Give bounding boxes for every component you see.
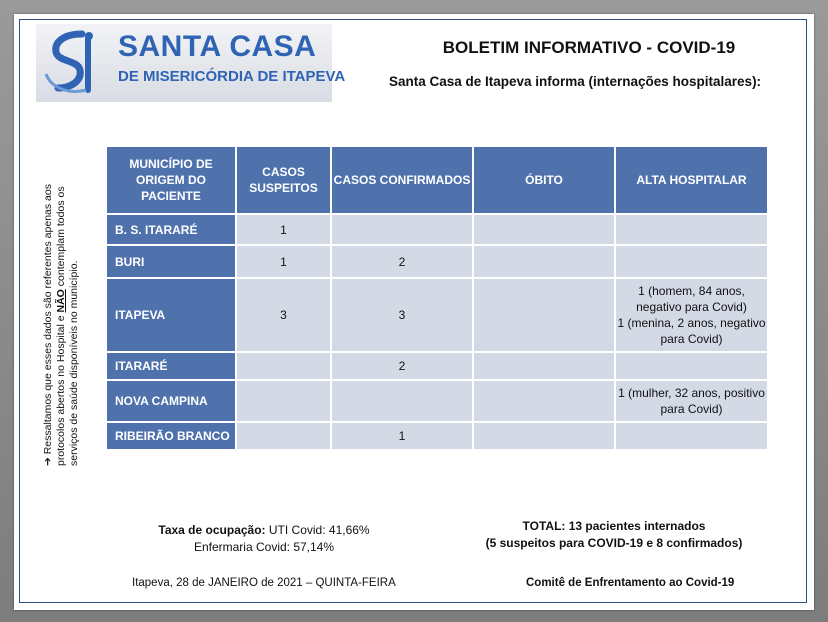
confirmados-cell: 2 [331, 245, 473, 278]
confirmados-cell [331, 214, 473, 245]
col-header-alta: ALTA HOSPITALAR [615, 146, 768, 214]
obito-cell [473, 278, 615, 352]
alta-cell [615, 245, 768, 278]
alta-cell [615, 352, 768, 380]
confirmados-cell: 2 [331, 352, 473, 380]
hospitalization-table [105, 145, 769, 451]
col-header-confirmados: CASOS CONFIRMADOS [331, 146, 473, 214]
suspeitos-cell [236, 422, 331, 450]
committee-signature: Comitê de Enfrentamento ao Covid-19 [526, 577, 735, 589]
total-breakdown: (5 suspeitos para COVID-19 e 8 confirmados) [485, 536, 743, 550]
hospital-logo [36, 24, 346, 102]
total-line: TOTAL: 13 pacientes internados [522, 519, 706, 533]
alta-cell: 1 (mulher, 32 anos, positivo para Covid) [615, 380, 768, 422]
table-row [106, 278, 768, 352]
occupancy-label: Taxa de ocupação: [158, 523, 266, 537]
obito-cell [473, 245, 615, 278]
bulletin-slide [14, 14, 814, 610]
bulletin-title: BOLETIM INFORMATIVO - COVID-19 [442, 38, 736, 57]
table-header-row [106, 146, 768, 214]
alta-cell [615, 422, 768, 450]
table-row [106, 380, 768, 422]
suspeitos-cell [236, 352, 331, 380]
alta-cell [615, 214, 768, 245]
table-row [106, 214, 768, 245]
arrow-icon: ➔ [42, 457, 54, 466]
disclaimer-note [42, 166, 81, 466]
logo-subtitle: DE MISERICÓRDIA DE ITAPEVA [118, 68, 346, 85]
occupancy-enfermaria: Enfermaria Covid: 57,14% [193, 540, 335, 554]
suspeitos-cell [236, 380, 331, 422]
disclaimer-text-start: Ressaltamos que esses dados são referentes apenas aos protocolos abertos no Hospital e [42, 184, 67, 466]
disclaimer-emphasis: NÃO [55, 289, 67, 313]
confirmados-cell: 3 [331, 278, 473, 352]
obito-cell [473, 352, 615, 380]
alta-entry: 1 (homem, 84 anos, negativo para Covid) [636, 284, 747, 314]
suspeitos-cell: 1 [236, 245, 331, 278]
table-row [106, 422, 768, 450]
santa-casa-logo-icon [42, 30, 102, 96]
table-row [106, 245, 768, 278]
municipio-cell: BURI [106, 245, 236, 278]
alta-cell [615, 278, 768, 352]
occupancy-rate [134, 522, 394, 556]
col-header-suspeitos: CASOS SUSPEITOS [236, 146, 331, 214]
col-header-obito: ÓBITO [473, 146, 615, 214]
municipio-cell: RIBEIRÃO BRANCO [106, 422, 236, 450]
bulletin-date: Itapeva, 28 de JANEIRO de 2021 – QUINTA-FEIRA [132, 577, 396, 589]
disclaimer-text-end: contemplam todos os serviços de saúde disponíveis no município. [55, 186, 80, 466]
confirmados-cell: 1 [331, 422, 473, 450]
confirmados-cell [331, 380, 473, 422]
municipio-cell: B. S. ITARARÉ [106, 214, 236, 245]
occupancy-uti: UTI Covid: 41,66% [265, 523, 370, 537]
total-summary [474, 518, 754, 552]
table-row [106, 352, 768, 380]
col-header-municipio: MUNICÍPIO DE ORIGEM DO PACIENTE [106, 146, 236, 214]
obito-cell [473, 380, 615, 422]
obito-cell [473, 422, 615, 450]
municipio-cell: ITAPEVA [106, 278, 236, 352]
obito-cell [473, 214, 615, 245]
suspeitos-cell: 1 [236, 214, 331, 245]
logo-name: SANTA CASA [118, 30, 317, 63]
municipio-cell: ITARARÉ [106, 352, 236, 380]
bulletin-subtitle: Santa Casa de Itapeva informa (internações hospitalares): [388, 74, 762, 89]
suspeitos-cell: 3 [236, 278, 331, 352]
alta-entry: 1 (menina, 2 anos, negativo para Covid) [617, 316, 766, 346]
municipio-cell: NOVA CAMPINA [106, 380, 236, 422]
